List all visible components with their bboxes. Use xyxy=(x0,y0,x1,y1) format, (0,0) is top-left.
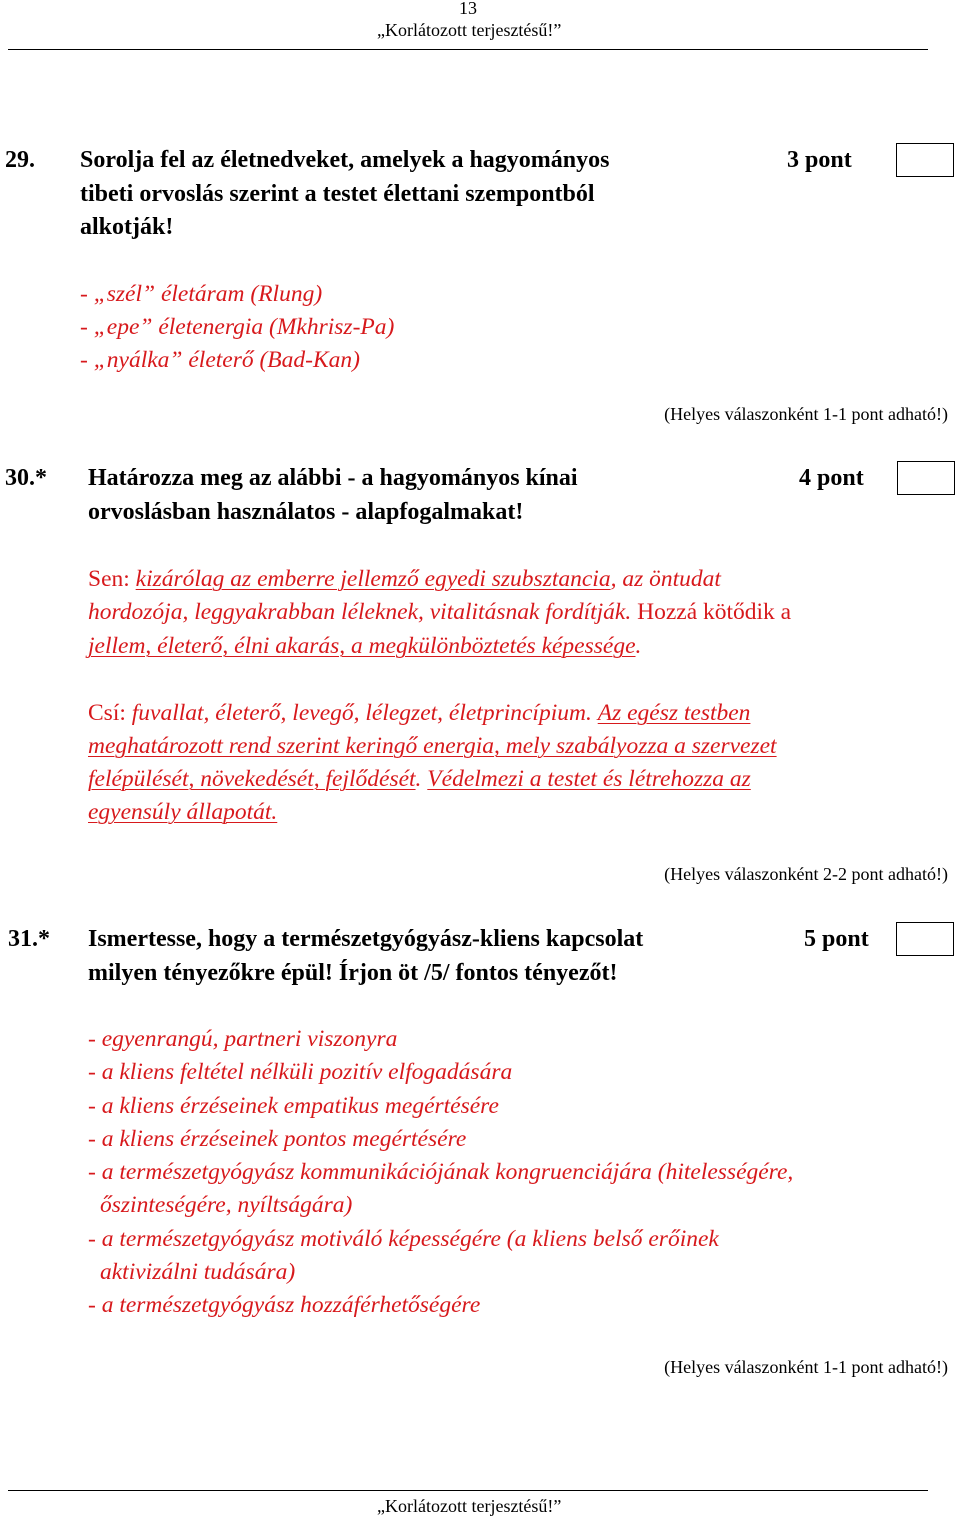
answer-line: - a kliens érzéseinek pontos megértésére xyxy=(88,1126,467,1152)
definition-line: meghatározott rend szerint keringő energia, mely szabályozza a szervezet xyxy=(88,733,777,759)
definition-text: kizárólag az emberre jellemző egyedi szubsztancia xyxy=(135,566,611,592)
term-label: Sen: xyxy=(88,566,130,592)
answer-line: - a természetgyógyász motiváló képességére (a kliens belső erőinek xyxy=(88,1226,719,1252)
answer-line: - „epe” életenergia (Mkhrisz-Pa) xyxy=(80,314,395,340)
definition-text: felépülését, növekedését, fejlődését xyxy=(88,766,416,792)
definition-text: , az öntudat xyxy=(610,566,721,592)
definition-line xyxy=(88,633,641,660)
answer-line: - a természetgyógyász kommunikációjának kongruenciájára (hitelességére, xyxy=(88,1159,794,1185)
question-text-line: Határozza meg az alábbi - a hagyományos kínai xyxy=(88,465,578,491)
scoring-note: (Helyes válaszonként 1-1 pont adható!) xyxy=(664,404,948,424)
answer-line: - a természetgyógyász hozzáférhetőségére xyxy=(88,1292,481,1318)
question-number: 31.* xyxy=(8,926,50,952)
score-box[interactable] xyxy=(896,922,954,956)
answer-line: - a kliens feltétel nélküli pozitív elfogadására xyxy=(88,1059,513,1085)
question-text-line: Sorolja fel az életnedveket, amelyek a hagyományos xyxy=(80,147,610,173)
points-label: 5 pont xyxy=(804,926,869,952)
definition-line xyxy=(88,700,750,727)
definition-line xyxy=(88,766,751,793)
points-label: 4 pont xyxy=(799,465,864,491)
definition-line xyxy=(88,566,721,593)
scoring-note: (Helyes válaszonként 2-2 pont adható!) xyxy=(664,864,948,884)
term-label: Csí: xyxy=(88,700,126,726)
answer-line: - „nyálka” életerő (Bad-Kan) xyxy=(80,347,360,373)
answer-line: őszinteségére, nyíltságára) xyxy=(100,1192,353,1218)
question-text-line: alkotják! xyxy=(80,214,174,240)
definition-text: . xyxy=(415,766,422,792)
score-box[interactable] xyxy=(896,143,954,177)
question-text-line: orvoslásban használatos - alapfogalmakat! xyxy=(88,499,524,525)
footer-notice: „Korlátozott terjesztésű!” xyxy=(377,1496,562,1516)
answer-line: aktivizálni tudására) xyxy=(100,1259,296,1285)
points-label: 3 pont xyxy=(787,147,852,173)
answer-line: - a kliens érzéseinek empatikus megértésére xyxy=(88,1093,499,1119)
definition-text: Hozzá kötődik a xyxy=(631,599,792,625)
definition-text: jellem, életerő, élni akarás, a megkülönböztetés képessége xyxy=(88,633,636,659)
question-text-line: tibeti orvoslás szerint a testet élettani szempontból xyxy=(80,181,595,207)
definition-text: hordozója, leggyakrabban léleknek, vitalitásnak fordítják. xyxy=(88,599,632,625)
definition-text: fuvallat, életerő, levegő, lélegzet, életprincípium. xyxy=(131,700,592,726)
definition-text: Védelmezi a testet és létrehozza az xyxy=(427,766,751,792)
definition-line xyxy=(88,599,791,626)
footer-rule xyxy=(8,1490,928,1491)
page-number: 13 xyxy=(459,0,477,18)
question-number: 29. xyxy=(5,147,35,173)
question-text-line: Ismertesse, hogy a természetgyógyász-kliens kapcsolat xyxy=(88,926,644,952)
scoring-note: (Helyes válaszonként 1-1 pont adható!) xyxy=(664,1357,948,1377)
header-rule xyxy=(8,49,928,50)
score-box[interactable] xyxy=(897,461,955,495)
answer-line: - „szél” életáram (Rlung) xyxy=(80,281,323,307)
definition-text: . xyxy=(635,633,642,659)
definition-text: Az egész testben xyxy=(597,700,751,726)
header-notice: „Korlátozott terjesztésű!” xyxy=(377,20,562,40)
question-text-line: milyen tényezőkre épül! Írjon öt /5/ fontos tényezőt! xyxy=(88,960,618,986)
question-number: 30.* xyxy=(5,465,47,491)
definition-line: egyensúly állapotát. xyxy=(88,799,278,825)
answer-line: - egyenrangú, partneri viszonyra xyxy=(88,1026,398,1052)
